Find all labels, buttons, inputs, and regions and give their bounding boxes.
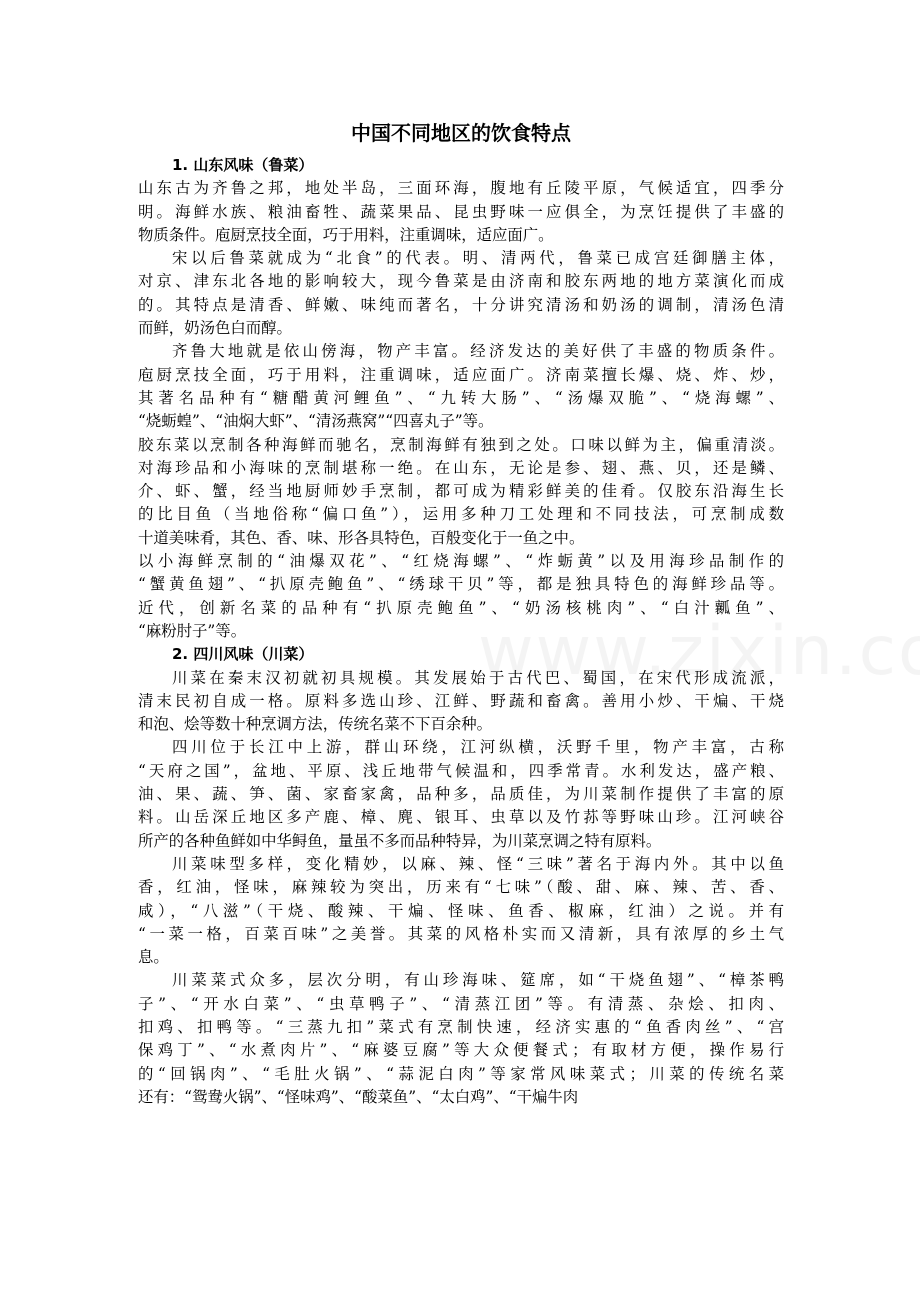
text-line: 十道美味肴，其色、香、味、形各具特色，百般变化于一鱼之中。 <box>138 528 585 547</box>
text-line: 子”、“开水白菜”、“虫草鸭子”、“清蒸江团”等。有清蒸、杂烩、扣肉、 <box>138 994 784 1013</box>
text-line: 以小海鲜烹制的“油爆双花”、“红烧海螺”、“炸蛎黄”以及用海珍品制作的 <box>138 552 784 571</box>
document-page <box>138 118 784 1109</box>
text-line: 所产的各种鱼鲜如中华鲟鱼，量虽不多而品种特异，为川菜烹调之特有原料。 <box>138 831 662 850</box>
text-line: 川菜菜式众多，层次分明，有山珍海味、筵席，如“干烧鱼翅”、“樟茶鸭 <box>172 971 784 990</box>
text-line: “烧蛎蝗”、“油焖大虾”、“清汤燕窝”“四喜丸子”等。 <box>138 412 494 431</box>
text-line: 对海珍品和小海味的烹制堪称一绝。在山东，无论是参、翅、燕、贝，还是鳞、 <box>138 458 784 477</box>
text-line: “一菜一格，百菜百味”之美誉。其菜的风格朴实而又清新，具有浓厚的乡土气 <box>138 924 784 943</box>
text-line: 川菜在秦末汉初就初具规模。其发展始于古代巴、蜀国，在宋代形成流派， <box>172 668 784 687</box>
text-line: 齐鲁大地就是依山傍海，物产丰富。经济发达的美好供了丰盛的物质条件。 <box>172 342 784 361</box>
section-heading: 2. 四川风味（川菜） <box>172 645 314 664</box>
text-line: “蟹黄鱼翅”、“扒原壳鲍鱼”、“绣球干贝”等，都是独具特色的海鲜珍品等。 <box>138 575 784 594</box>
text-line: 咸），“八滋”（干烧、酸辣、干煸、怪味、鱼香、椒麻，红油）之说。并有 <box>138 901 784 920</box>
text-line: 的“回锅肉”、“毛肚火锅”、“蒜泥白肉”等家常风味菜式；川菜的传统名菜 <box>138 1064 784 1083</box>
document-body <box>138 154 784 1109</box>
text-line: 介、虾、蟹，经当地厨师妙手烹制，都可成为精彩鲜美的佳肴。仅胶东沿海生长 <box>138 482 784 501</box>
text-line: 油、果、蔬、笋、菌、家畜家禽，品种多，品质佳，为川菜制作提供了丰富的原 <box>138 785 784 804</box>
document-title: 中国不同地区的饮食特点 <box>351 121 571 145</box>
text-line: “天府之国”，盆地、平原、浅丘地带气候温和，四季常青。水利发达，盛产粮、 <box>138 761 784 780</box>
text-line: 川菜味型多样，变化精妙，以麻、辣、怪“三味”著名于海内外。其中以鱼 <box>172 854 784 873</box>
text-line: 保鸡丁”、“水煮肉片”、“麻婆豆腐”等大众便餐式；有取材方便，操作易行 <box>138 1041 784 1060</box>
text-line: 四川位于长江中上游，群山环绕，江河纵横，沃野千里，物产丰富，古称 <box>172 738 784 757</box>
text-line: 其著名品种有“糖醋黄河鲤鱼”、“九转大肠”、“汤爆双脆”、“烧海螺”、 <box>138 388 784 407</box>
text-line: 扣鸡、扣鸭等。“三蒸九扣”菜式有烹制快速，经济实惠的“鱼香肉丝”、“宫 <box>138 1017 784 1036</box>
text-line: 庖厨烹技全面，巧于用料，注重调味，适应面广。济南菜擅长爆、烧、炸、炒， <box>138 365 784 384</box>
text-line: 而鲜，奶汤色白而醇。 <box>138 319 292 338</box>
text-line: 近代，创新名菜的品种有“扒原壳鲍鱼”、“奶汤核桃肉”、“白汁瓤鱼”、 <box>138 598 784 617</box>
text-line: 香，红油，怪味，麻辣较为突出，历来有“七味”（酸、甜、麻、辣、苦、香、 <box>138 878 784 897</box>
text-line: 和泡、烩等数十种烹调方法，传统名菜不下百余种。 <box>138 715 492 734</box>
section-heading: 1. 山东风味（鲁菜） <box>172 156 314 174</box>
text-line: 山东古为齐鲁之邦，地处半岛，三面环海，腹地有丘陵平原，气候适宜，四季分 <box>138 179 784 198</box>
text-line: 的比目鱼（当地俗称“偏口鱼”），运用多种刀工处理和不同技法，可烹制成数 <box>138 505 784 524</box>
text-line: 清末民初自成一格。原料多选山珍、江鲜、野蔬和畜禽。善用小炒、干煸、干烧 <box>138 691 784 710</box>
text-line: 物质条件。庖厨烹技全面，巧于用料，注重调味，适应面广。 <box>138 225 554 244</box>
text-line: 料。山岳深丘地区多产鹿、樟、麂、银耳、虫草以及竹荪等野味山珍。江河峡谷 <box>138 808 784 827</box>
text-line: 宋以后鲁菜就成为“北食”的代表。明、清两代，鲁菜已成宫廷御膳主体， <box>172 249 784 268</box>
text-line: 的。其特点是清香、鲜嫩、味纯而著名，十分讲究清汤和奶汤的调制，清汤色清 <box>138 295 784 314</box>
text-line: 息。 <box>138 948 169 967</box>
text-line: 还有：“鸳鸯火锅”、“怪味鸡”、“酸菜鱼”、“太白鸡”、“干煸牛肉 <box>138 1087 579 1106</box>
text-line: 胶东菜以烹制各种海鲜而驰名，烹制海鲜有独到之处。口味以鲜为主，偏重清淡。 <box>138 435 784 454</box>
text-line: 明。海鲜水族、粮油畜牲、蔬菜果品、昆虫野味一应俱全，为烹饪提供了丰盛的 <box>138 202 784 221</box>
text-line: “麻粉肘子”等。 <box>138 621 247 640</box>
text-line: 对京、津东北各地的影响较大，现今鲁菜是由济南和胶东两地的地方菜演化而成 <box>138 272 784 291</box>
